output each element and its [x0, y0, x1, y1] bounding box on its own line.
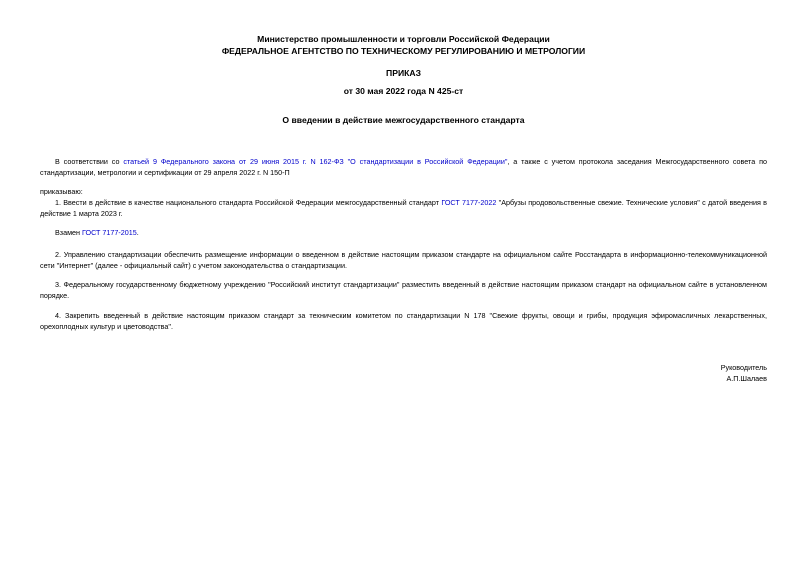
document-title: О введении в действие межгосударственного стандарта [282, 115, 525, 125]
item-1-text-2: "Арбузы продовольственные свежие. Технические условия" с датой введения в действие 1 марта 2023 г. [40, 198, 768, 218]
replace-text-1: Взамен [55, 228, 82, 237]
federal-law-link[interactable]: статьей 9 Федерального закона от 29 июня 2015 г. N 162-ФЗ "О стандартизации в Российской Федерации" [123, 157, 508, 166]
ministry-name: Министерство промышленности и торговли Российской Федерации [257, 34, 550, 44]
item-1-text-1: 1. Ввести в действие в качестве национального стандарта Российской Федерации межгосударственный стандарт [55, 198, 442, 207]
document-date-number: от 30 мая 2022 года N 425-ст [343, 86, 464, 96]
preamble-text-1: В соответствии со [55, 157, 124, 166]
item-3-paragraph: 3. Федеральному государственному бюджетному учреждению "Российский институт стандартизации" разместить введенный в действие настоящим приказом стандарт на официальном сайте в установленном порядке. [40, 280, 767, 300]
preamble-paragraph [40, 156, 767, 178]
preamble-text-2: , а также с учетом протокола заседания Межгосударственного совета по стандартизации, метрологии и сертификации от 29 апреля 2022 г. N 150-П [40, 157, 767, 177]
gost-2015-link[interactable]: ГОСТ 7177-2015 [82, 228, 137, 237]
replace-text-2: . [136, 228, 139, 237]
gost-2022-link[interactable]: ГОСТ 7177-2022 [441, 198, 497, 207]
signature-position: Руководитель [720, 363, 767, 372]
item-4-paragraph: 4. Закрепить введенный в действие настоящим приказом стандарт за техническим комитетом по стандартизации N 178 "Свежие фрукты, овощи и грибы, продукция эфиромасличных лекарственных, орехоплодных культур и цветоводства". [40, 311, 767, 331]
signature-name: А.П.Шалаев [726, 374, 767, 383]
item-1-paragraph [40, 197, 767, 219]
document-type: ПРИКАЗ [386, 68, 421, 78]
agency-name: ФЕДЕРАЛЬНОЕ АГЕНТСТВО ПО ТЕХНИЧЕСКОМУ РЕГУЛИРОВАНИЮ И МЕТРОЛОГИИ [221, 46, 586, 56]
replace-paragraph [40, 227, 767, 238]
order-word: приказываю: [40, 187, 83, 196]
item-2-paragraph: 2. Управлению стандартизации обеспечить размещение информации о введенном в действие настоящим приказом стандарте на официальном сайте Росстандарта в информационно-телекоммуникационной сети "Интернет" (далее - официальный сайт) с учетом законодательства о стандартизации. [40, 250, 767, 270]
